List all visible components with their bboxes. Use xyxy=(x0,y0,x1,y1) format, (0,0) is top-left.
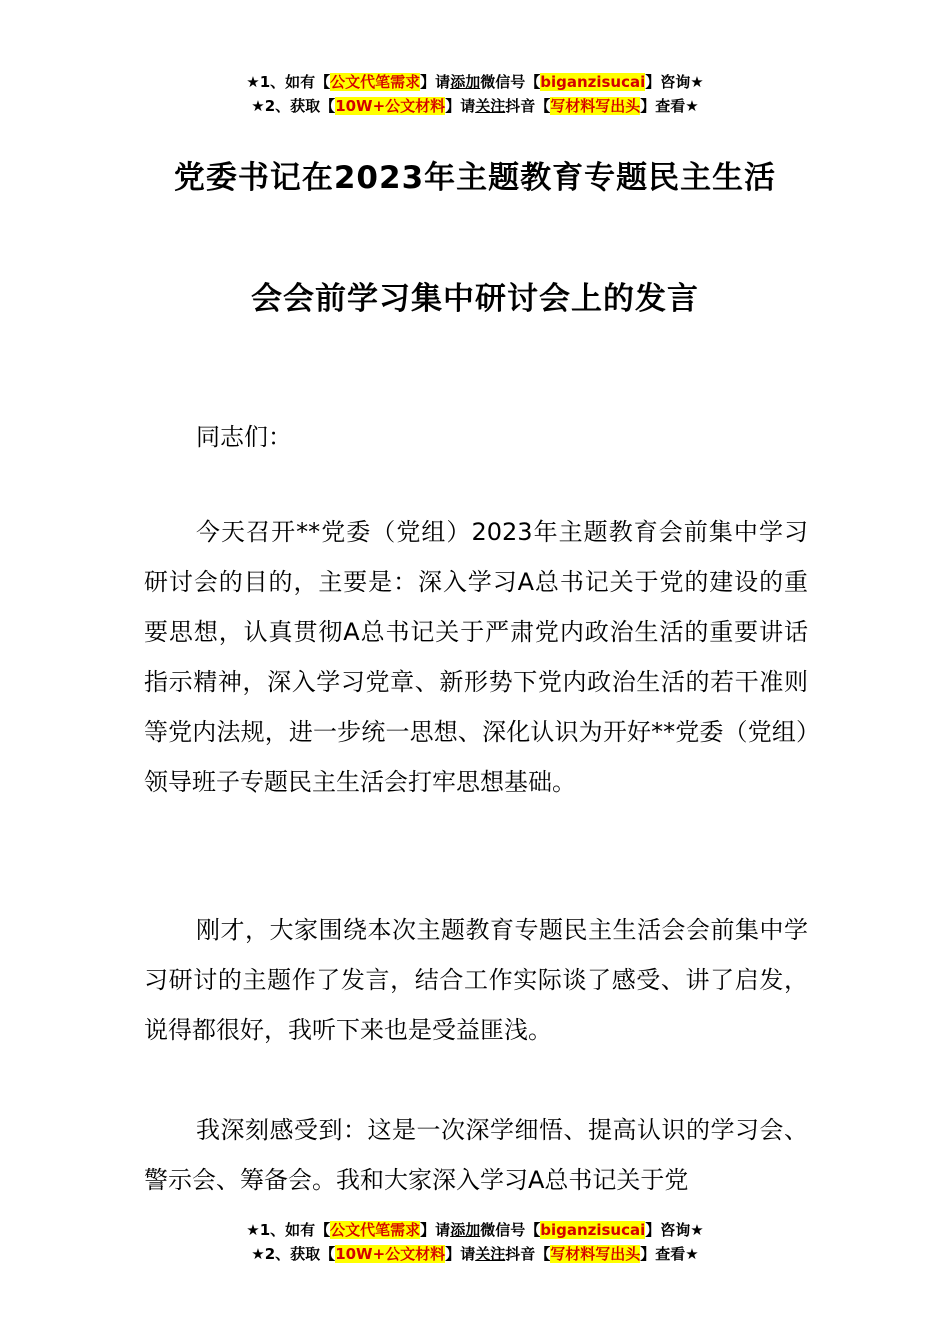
banner-text: 】请 xyxy=(420,1221,451,1239)
banner-text: ★2、获取【 xyxy=(251,1245,336,1263)
banner-highlight: 10W+公文材料 xyxy=(335,97,446,115)
banner-highlight: 写材料写出头 xyxy=(550,97,641,115)
banner-text: 】请 xyxy=(445,1245,476,1263)
paragraph-text: 今天召开**党委（党组）2023年主题教育会前集中学习研讨会的目的，主要是：深入学习A总书记关于党的建设的重要思想，认真贯彻A总书记关于严肃党内政治生活的重要讲话指示精神，深入学习党章、新形势下党内政治生活的若干准则等党内法规，进一步统一思想、深化认识为开好**党委（党组）领导班子专题民主生活会打牢思想基础。 xyxy=(144,518,808,796)
banner-line-1 xyxy=(0,1218,950,1242)
banner-text: 微信号【 xyxy=(480,73,541,91)
banner-text: 】请 xyxy=(420,73,451,91)
paragraph-text: 刚才，大家围绕本次主题教育专题民主生活会会前集中学习研讨的主题作了发言，结合工作实际谈了感受、讲了启发，说得都很好，我听下来也是受益匪浅。 xyxy=(144,916,808,1044)
footer-banner xyxy=(0,1218,950,1266)
banner-underline: 添加 xyxy=(450,1221,481,1239)
paragraph xyxy=(144,507,808,807)
document-title-line-2: 会会前学习集中研讨会上的发言 xyxy=(251,281,699,317)
paragraph xyxy=(144,1105,808,1205)
banner-underline: 添加 xyxy=(450,73,481,91)
salutation xyxy=(144,412,808,462)
paragraph-text: 我深刻感受到：这是一次深学细悟、提高认识的学习会、警示会、筹备会。我和大家深入学习A总书记关于党 xyxy=(144,1116,808,1194)
banner-text: 】请 xyxy=(445,97,476,115)
banner-highlight: 公文代笔需求 xyxy=(330,1221,421,1239)
banner-highlight: biganzisucai xyxy=(540,73,646,91)
paragraph xyxy=(144,905,808,1055)
banner-text: 抖音【 xyxy=(505,97,551,115)
banner-line-2 xyxy=(0,94,950,118)
banner-underline: 关注 xyxy=(475,97,506,115)
banner-text: 】咨询★ xyxy=(645,73,704,91)
banner-line-1 xyxy=(0,70,950,94)
banner-highlight: 公文代笔需求 xyxy=(330,73,421,91)
banner-text: 】咨询★ xyxy=(645,1221,704,1239)
banner-line-2 xyxy=(0,1242,950,1266)
document-title-line-1: 党委书记在2023年主题教育专题民主生活 xyxy=(173,160,777,196)
header-banner xyxy=(0,70,950,118)
banner-underline: 关注 xyxy=(475,1245,506,1263)
banner-text: 】查看★ xyxy=(640,97,699,115)
banner-text: ★2、获取【 xyxy=(251,97,336,115)
banner-highlight: 10W+公文材料 xyxy=(335,1245,446,1263)
banner-text: ★1、如有【 xyxy=(246,73,331,91)
salutation-text: 同志们： xyxy=(196,423,292,451)
banner-highlight: biganzisucai xyxy=(540,1221,646,1239)
banner-text: ★1、如有【 xyxy=(246,1221,331,1239)
banner-text: 抖音【 xyxy=(505,1245,551,1263)
banner-text: 】查看★ xyxy=(640,1245,699,1263)
banner-highlight: 写材料写出头 xyxy=(550,1245,641,1263)
banner-text: 微信号【 xyxy=(480,1221,541,1239)
